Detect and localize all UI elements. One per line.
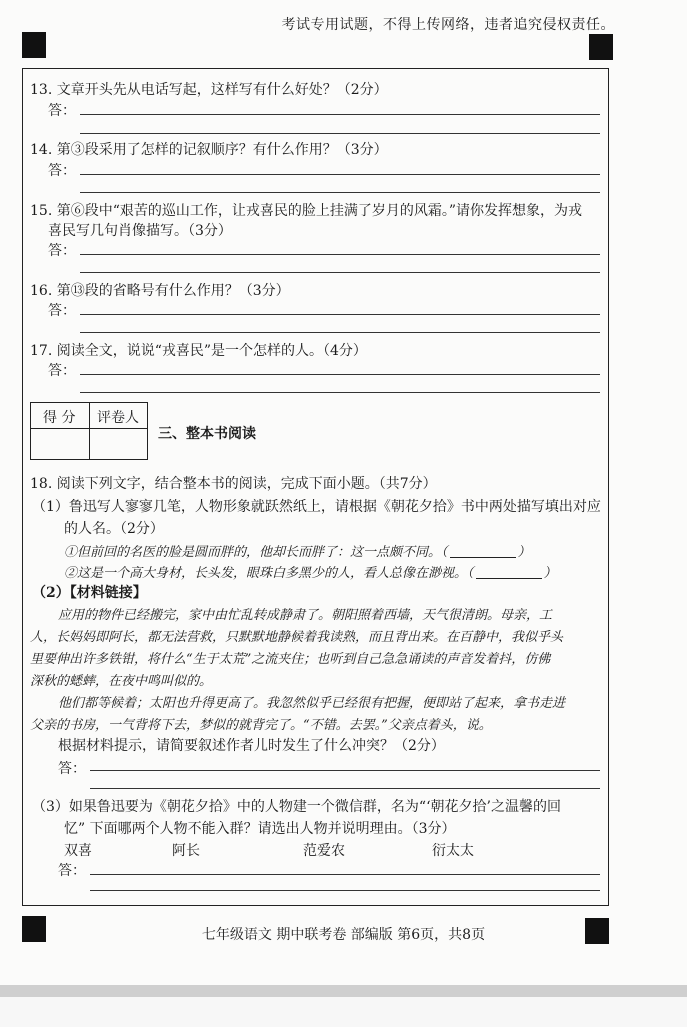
- score-box-divider-col: [89, 403, 90, 459]
- q18-part3-line-2: 忆” 下面哪两个人物不能入群？请选出人物并说明理由。（3分）: [64, 821, 456, 837]
- q16-answer-label: 答：: [48, 303, 76, 319]
- q16-question: 16. 第⑬段的省略号有什么作用？（3分）: [30, 283, 290, 299]
- q13-question: 13. 文章开头先从电话写起，这样写有什么好处？（2分）: [30, 82, 388, 98]
- q18-part2-heading: （2）【材料链接】: [32, 585, 147, 601]
- copyright-notice: 考试专用试题，不得上传网络，违者追究侵权责任。: [281, 17, 615, 33]
- q18-part3-line-1: （3）如果鲁迅要为《朝花夕拾》中的人物建一个微信群，名为“‘朝花夕拾’之温馨的回: [32, 799, 561, 815]
- material-line-1: 应用的物件已经搬完，家中由忙乱转成静肃了。朝阳照着西墙，天气很清朗。母亲，工: [58, 608, 553, 623]
- q18-intro: 18. 阅读下列文字，结合整本书的阅读，完成下面小题。（共7分）: [30, 476, 437, 492]
- material-line-4: 深秋的蟋蟀，在夜中鸣叫似的。: [30, 674, 213, 689]
- q18-part3-answer-label: 答：: [58, 863, 86, 879]
- candidate-shuangxi: 双喜: [64, 843, 92, 859]
- q18-part3-answer-line-1[interactable]: [90, 874, 600, 875]
- item2-blank[interactable]: [476, 578, 542, 579]
- q18-part2-answer-line-2[interactable]: [90, 788, 600, 789]
- q18-part2-question: 根据材料提示，请简要叙述作者儿时发生了什么冲突？（2分）: [58, 738, 445, 754]
- grader-label: 评卷人: [97, 410, 139, 426]
- material-line-2: 人，长妈妈即阿长，都无法营救，只默默地静候着我读熟，而且背出来。在百静中，我似乎头: [30, 630, 564, 645]
- material-line-5: 他们都等候着；太阳也升得更高了。我忽然似乎已经很有把握，便即站了起来，拿书走进: [58, 696, 566, 711]
- q18-part3-answer-line-2[interactable]: [90, 890, 600, 891]
- q15-question-line-2: 喜民写几句肖像描写。（3分）: [48, 223, 232, 239]
- q17-question: 17. 阅读全文，说说“戎喜民”是一个怎样的人。（4分）: [30, 343, 367, 359]
- item1-blank[interactable]: [450, 557, 516, 558]
- q18-part2-answer-label: 答：: [58, 761, 86, 777]
- q15-answer-label: 答：: [48, 243, 76, 259]
- candidate-yan-taitai: 衍太太: [432, 843, 474, 859]
- q16-answer-line-1[interactable]: [80, 314, 600, 315]
- section-title: 三、整本书阅读: [158, 426, 256, 442]
- q13-answer-label: 答：: [48, 103, 76, 119]
- q15-question-line-1: 15. 第⑥段中“艰苦的巡山工作，让戎喜民的脸上挂满了岁月的风霜。”请你发挥想象，为戎: [30, 203, 583, 219]
- page-footer: 七年级语文 期中联考卷 部编版 第6页，共8页: [201, 927, 486, 943]
- item2-text: ②这是一个高大身材，长头发，眼珠白多黑少的人，看人总像在渺视。（: [64, 566, 474, 581]
- score-label: 得 分: [43, 410, 76, 426]
- item1-text: ①但前回的名医的脸是圆而胖的，他却长而胖了：这一点颇不同。（: [64, 545, 448, 560]
- registration-mark-top-left: [22, 32, 46, 58]
- q15-answer-line-1[interactable]: [80, 254, 600, 255]
- q17-answer-label: 答：: [48, 363, 76, 379]
- material-line-6: 父亲的书房，一气背将下去，梦似的就背完了。“不错。去罢。”父亲点着头，说。: [30, 718, 492, 733]
- q18-part1-item-2: [64, 562, 557, 581]
- q14-answer-line-2[interactable]: [80, 192, 600, 193]
- q18-part1-item-1: [64, 541, 531, 560]
- q13-answer-line-2[interactable]: [80, 133, 600, 134]
- q18-part1-line-2: 的人名。（2分）: [64, 521, 164, 537]
- q16-answer-line-2[interactable]: [80, 332, 600, 333]
- q14-answer-line-1[interactable]: [80, 174, 600, 175]
- candidate-a-chang: 阿长: [172, 843, 200, 859]
- q18-part2-answer-line-1[interactable]: [90, 770, 600, 771]
- q13-answer-line-1[interactable]: [80, 114, 600, 115]
- scan-bottom-band: [0, 985, 687, 997]
- q17-answer-line-2[interactable]: [80, 392, 600, 393]
- item2-paren-close: ）: [543, 566, 557, 581]
- q17-answer-line-1[interactable]: [80, 374, 600, 375]
- item1-paren-close: ）: [517, 545, 531, 560]
- score-box: [30, 402, 148, 460]
- q15-answer-line-2[interactable]: [80, 272, 600, 273]
- registration-mark-top-right: [589, 34, 613, 60]
- material-line-3: 里要伸出许多铁钳，将什么“生于太荒”之流夹住；也听到自己急急诵读的声音发着抖，仿佛: [30, 652, 551, 667]
- q14-question: 14. 第③段采用了怎样的记叙顺序？有什么作用？（3分）: [30, 142, 388, 158]
- candidate-fan-ainong: 范爱农: [303, 843, 345, 859]
- q18-part1-line-1: （1）鲁迅写人寥寥几笔，人物形象就跃然纸上，请根据《朝花夕拾》书中两处描写填出对应: [32, 499, 601, 515]
- q14-answer-label: 答：: [48, 163, 76, 179]
- scan-bottom-strip: [0, 997, 687, 1027]
